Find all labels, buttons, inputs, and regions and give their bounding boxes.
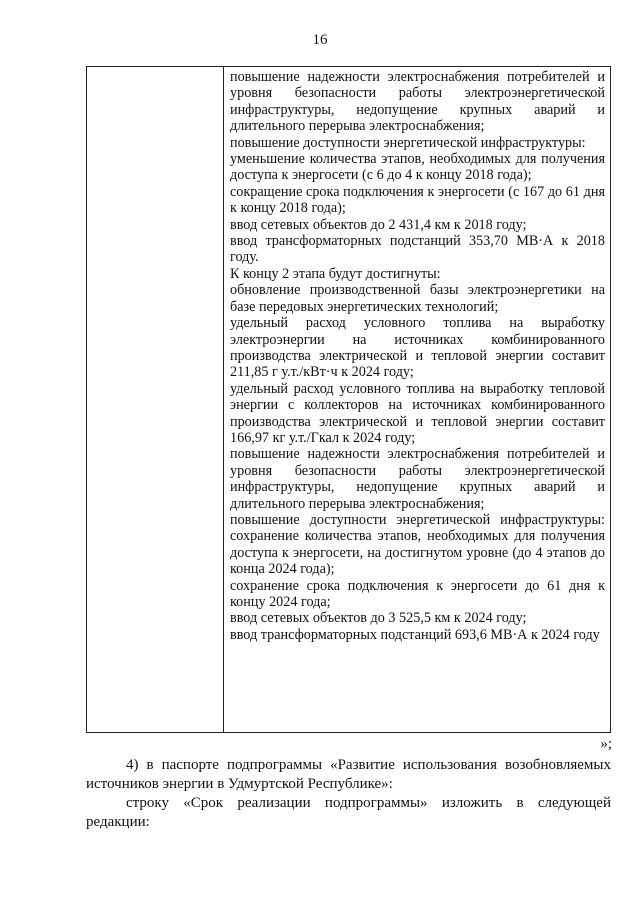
table-paragraph: ввод трансформаторных подстанций 353,70 МВ·А к 2018 году. [230,233,605,266]
body-paragraph-item-4 [86,756,611,794]
table-paragraph: повышение доступности энергетической инфраструктуры: сохранение количества этапов, необходимых для получения доступа к энергосети, на достигнутом уровне (до 4 этапов до конца 2024 года); [230,511,605,578]
closing-quote: »; [600,736,612,752]
table-paragraph: уменьшение количества этапов, необходимых для получения доступа к энергосети (с 6 до 4 к концу 2018 года); [230,151,605,184]
passport-table [86,66,611,733]
table-paragraph: повышение надежности электроснабжения потребителей и уровня безопасности работы электроэнергетической инфраструктуры, недопущение крупных аварий и длительного перерыва электроснабжения; [230,446,605,512]
table-paragraph: повышение надежности электроснабжения потребителей и уровня безопасности работы электроэнергетической инфраструктуры, недопущение крупных аварий и длительного перерыва электроснабжения; [230,69,605,135]
table-paragraph: сохранение срока подключения к энергосети до 61 дня к концу 2024 года; [230,577,605,610]
table-paragraph: удельный расход условного топлива на выработку электроэнергии на источниках комбинированного производства электрической и тепловой энергии составит 211,85 г у.т./кВт·ч к 2024 году; [230,315,605,381]
table-paragraph: К концу 2 этапа будут достигнуты: [230,265,441,282]
table-paragraph: ввод трансформаторных подстанций 693,6 МВ·А к 2024 году [230,626,600,643]
table-paragraph: ввод сетевых объектов до 3 525,5 км к 2024 году; [230,610,527,627]
table-left-cell [87,67,224,732]
page-number: 16 [312,32,328,48]
table-paragraph: повышение доступности энергетической инфраструктуры: [230,134,586,151]
table-paragraph: сокращение срока подключения к энергосети (с 167 до 61 дня к концу 2018 года); [230,183,605,217]
table-paragraph: обновление производственной базы электроэнергетики на базе передовых энергетических технологий; [230,282,605,315]
body-paragraph-text: строку «Срок реализации подпрограммы» изложить в следующей редакции: [86,795,611,830]
body-paragraph-row-instruction [86,794,611,832]
table-right-cell [230,69,605,643]
table-paragraph: удельный расход условного топлива на выработку тепловой энергии с коллекторов на источниках комбинированного производства электрической и тепловой энергии составит 166,97 кг у.т./Гкал к 2024 году; [230,380,605,446]
body-paragraph-text: 4) в паспорте подпрограммы «Развитие использования возобновляемых источников энергии в Удмуртской Республике»: [86,757,611,792]
table-paragraph: ввод сетевых объектов до 2 431,4 км к 2018 году; [230,216,527,233]
